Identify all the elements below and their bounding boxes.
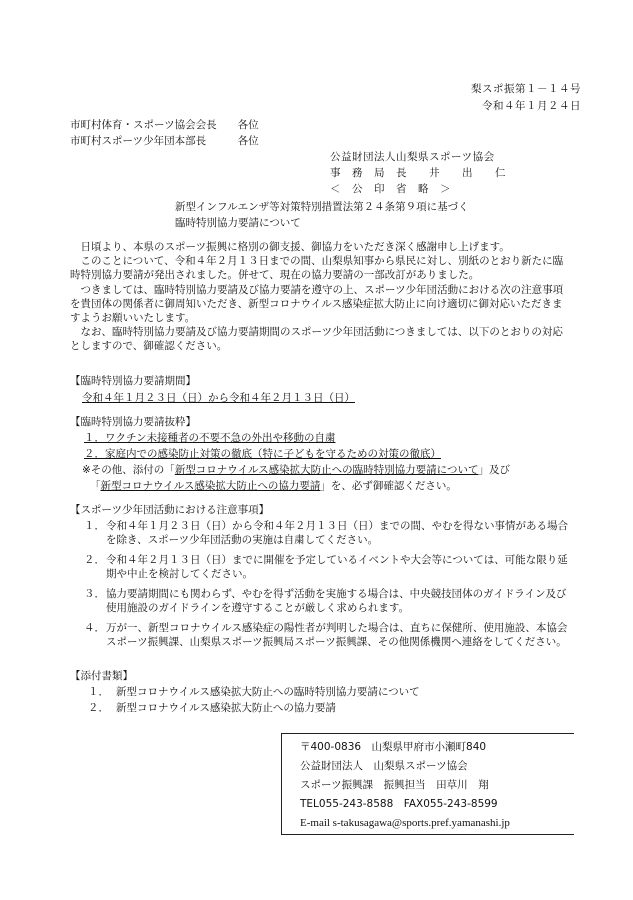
attachment-text-2: 新型コロナウイルス感染拡大防止への協力要請 xyxy=(116,702,336,714)
recipient-1-name: 市町村体育・スポーツ協会会長 xyxy=(70,119,217,131)
caution-text-1: 令和４年１月２３日（日）から令和４年２月１３日（日）までの間、やむを得ない事情がある場合を除き、スポーツ少年団活動の実施は自粛してください。 xyxy=(106,520,568,547)
excerpt-note-link-1: 新型コロナウイルス感染拡大防止への臨時特別協力要請について xyxy=(174,464,479,476)
excerpt-note-open: 「 xyxy=(90,480,101,492)
excerpt-item-2 xyxy=(84,447,441,461)
excerpt-note-line-1 xyxy=(82,463,510,477)
recipient-2-name: 市町村スポーツ少年団本部長 xyxy=(70,135,207,147)
contact-email: E-mail s-takusagawa@sports.pref.yamanashi.jp xyxy=(300,817,510,829)
period-value xyxy=(82,391,355,405)
subject-line-2: 臨時特別協力要請について xyxy=(175,217,301,229)
caution-text-4: 万が一、新型コロナウイルス感染症の陽性者が判明した場合は、直ちに保健所、使用施設、本協会スポーツ振興課、山梨県スポーツ振興局スポーツ振興課、その他関係機関へ連絡をしてください。 xyxy=(106,622,568,649)
sender-title: 事 務 局 長 xyxy=(330,167,407,179)
seal-omitted-note: ＜ 公 印 省 略 ＞ xyxy=(330,183,451,195)
excerpt-note-mid: 」及び xyxy=(478,464,510,476)
cautions-label: 【スポーツ少年団活動における注意事項】 xyxy=(70,504,270,516)
excerpt-note-suffix: 」を、必ず御確認ください。 xyxy=(320,480,457,492)
sender-title-line xyxy=(330,166,506,180)
sender-org: 公益財団法人山梨県スポーツ協会 xyxy=(330,151,495,163)
body-paragraph-1: 日頃より、本県のスポーツ振興に格別の御支援、御協力をいただき深く感謝申し上げます。 xyxy=(80,241,510,253)
excerpt-note-link-2: 新型コロナウイルス感染拡大防止への協力要請 xyxy=(100,480,321,492)
recipient-1 xyxy=(70,118,259,132)
recipient-1-suffix: 各位 xyxy=(237,119,259,131)
sender-name: 井 出 仁 xyxy=(429,167,506,179)
document-date: 令和４年１月２４日 xyxy=(482,100,581,112)
document-number: 梨スポ振第１－１４号 xyxy=(471,83,581,95)
caution-text-2: 令和４年２月１３日（日）までに開催を予定しているイベントや大会等については、可能な限り延期や中止を検討してください。 xyxy=(106,554,568,581)
recipient-2-suffix: 各位 xyxy=(237,135,259,147)
body-paragraph-4: なお、臨時特別協力要請及び協力要請期間のスポーツ少年団活動につきましては、以下のとおりの対応としますので、御確認ください。 xyxy=(70,326,563,353)
contact-dept: スポーツ振興課 振興担当 田草川 翔 xyxy=(300,779,489,791)
excerpt-item-1-text: １．ワクチン未接種者の不要不急の外出や移動の自粛 xyxy=(84,432,336,444)
period-label: 【臨時特別協力要請期間】 xyxy=(70,375,196,387)
excerpt-item-1 xyxy=(84,431,335,445)
attachment-item-1 xyxy=(88,685,420,699)
period-value-text: 令和４年１月２３日（日）から令和４年２月１３日（日） xyxy=(82,392,355,404)
caution-num-4: ４． xyxy=(84,622,105,634)
contact-org: 公益財団法人 山梨県スポーツ協会 xyxy=(300,760,468,772)
contact-phone: TEL055-243-8588 FAX055-243-8599 xyxy=(300,798,498,810)
excerpt-note-line-2 xyxy=(90,479,457,493)
caution-num-1: １． xyxy=(84,520,105,532)
body-text xyxy=(70,240,570,353)
caution-num-2: ２． xyxy=(84,554,105,566)
caution-num-3: ３． xyxy=(84,588,105,600)
attachment-num-2: ２． xyxy=(88,702,109,714)
caution-item-3 xyxy=(84,587,570,615)
body-paragraph-3: つきましては、臨時特別協力要請及び協力要請を遵守の上、スポーツ少年団活動における次の注意事項を貴団体の関係者に御周知いただき、新型コロナウイルス感染症拡大防止に向け適切に御対応いただきますようお願いいたします。 xyxy=(70,283,564,324)
caution-text-3: 協力要請期間にも関わらず、やむを得ず活動を実施する場合は、中央競技団体のガイドライン及び使用施設のガイドラインを遵守することが厳しく求められます。 xyxy=(106,588,567,615)
excerpt-item-2-text: ２．家庭内での感染防止対策の徹底（特に子どもを守るための対策の徹底） xyxy=(84,448,441,460)
caution-item-4 xyxy=(84,621,570,649)
excerpt-note-prefix: ※その他、添付の「 xyxy=(82,464,175,476)
contact-box xyxy=(281,733,574,835)
recipient-2 xyxy=(70,134,259,148)
contact-address: 〒400-0836 山梨県甲府市小瀬町840 xyxy=(300,741,487,753)
attachment-num-1: １． xyxy=(88,686,109,698)
attachment-item-2 xyxy=(88,701,336,715)
attachment-text-1: 新型コロナウイルス感染拡大防止への臨時特別協力要請について xyxy=(116,686,420,698)
caution-item-1 xyxy=(84,519,570,547)
attachments-label: 【添付書類】 xyxy=(70,670,133,682)
excerpt-label: 【臨時特別協力要請抜粋】 xyxy=(70,416,196,428)
caution-item-2 xyxy=(84,553,570,581)
subject-line-1: 新型インフルエンザ等対策特別措置法第２４条第９項に基づく xyxy=(175,201,469,213)
body-paragraph-2: このことについて、令和４年２月１３日までの間、山梨県知事から県民に対し、別紙のとおり新たに臨時特別協力要請が発出されました。併せて、現在の協力要請の一部改訂がありました。 xyxy=(70,255,564,282)
